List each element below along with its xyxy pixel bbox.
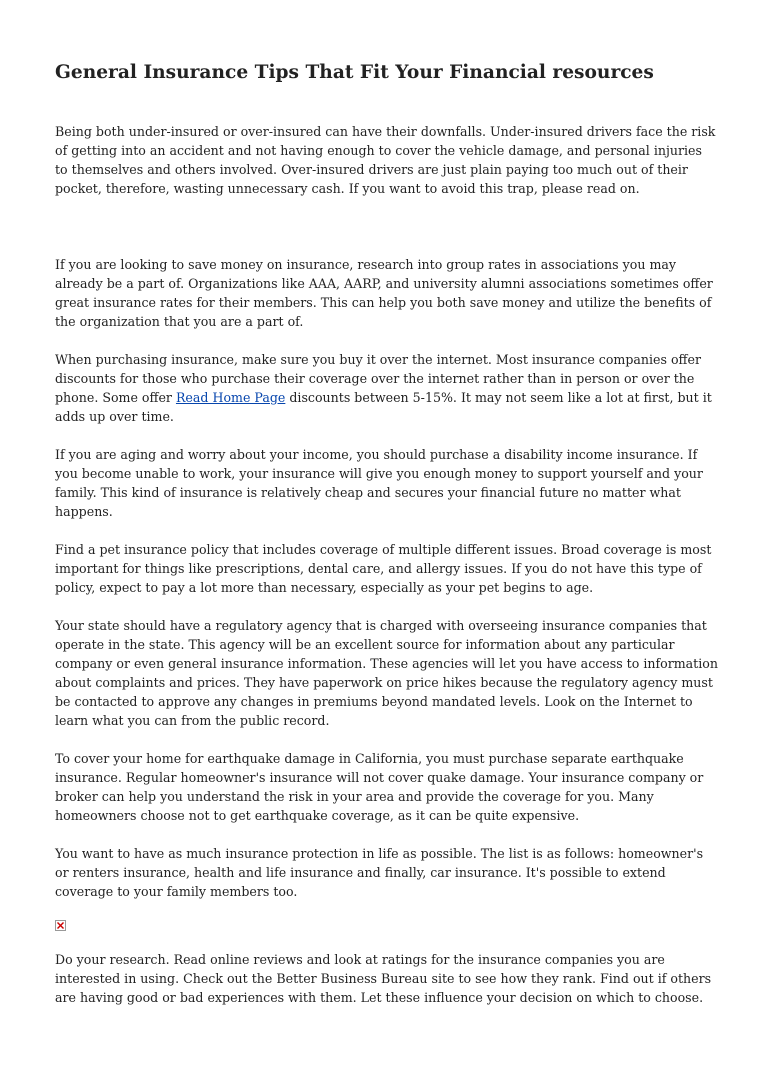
paragraph-research: Do your research. Read online reviews and look at ratings for the insurance companies you are interested in using. Check out the Better Business Bureau site to see how they rank. Find out if others are having good or bad experiences with them. Let these influence your decision on which to choose.: [55, 952, 712, 1005]
paragraph-pet-insurance: Find a pet insurance policy that includes coverage of multiple different issues. Broad coverage is most important for things like prescriptions, dental care, and allergy issues. If you do not have this type of policy, expect to pay a lot more than necessary, especially as your pet begins to age.: [55, 542, 712, 595]
paragraph-buy-online: [55, 350, 718, 426]
paragraph-disability: If you are aging and worry about your income, you should purchase a disability income insurance. If you become unable to work, your insurance will give you enough money to support yourself and your family. This kind of insurance is relatively cheap and secures your financial future no matter what happens.: [55, 447, 703, 519]
paragraph-earthquake: To cover your home for earthquake damage in California, you must purchase separate earthquake insurance. Regular homeowner's insurance will not cover quake damage. Your insurance company or broker can help you understand the risk in your area and provide the coverage for you. Many homeowners choose not to get earthquake coverage, as it can be quite expensive.: [55, 751, 704, 823]
paragraph-buy-online-text-start: When purchasing insurance, make sure you buy it over the internet. Most insurance companies offer discounts for those who purchase their coverage over the internet rather than in person or over the phone. Some offer: [55, 352, 701, 405]
paragraph-buy-online-text-end: discounts between 5-15%. It may not seem like a lot at first, but it adds up over time.: [55, 390, 712, 424]
paragraph-group-rates: If you are looking to save money on insurance, research into group rates in associations you may already be a part of. Organizations like AAA, AARP, and university alumni associations sometimes offer great insurance rates for their members. This can help you both save money and utilize the benefits of the organization that you are a part of.: [55, 257, 713, 329]
paragraph-regulatory-agency: Your state should have a regulatory agency that is charged with overseeing insurance companies that operate in the state. This agency will be an excellent source for information about any particular company or even general insurance information. These agencies will let you have access to information about complaints and prices. They have paperwork on price hikes because the regulatory agency must be contacted to approve any changes in premiums beyond mandated levels. Look on the Internet to learn what you can from the public record.: [55, 618, 718, 728]
article: [55, 60, 718, 1007]
broken-image-x-mark: [57, 922, 64, 929]
read-home-page-link[interactable]: Read Home Page: [175, 390, 286, 405]
paragraph-intro: Being both under-insured or over-insured can have their downfalls. Under-insured drivers face the risk of getting into an accident and not having enough to cover the vehicle damage, and personal injuries to themselves and others involved. Over-insured drivers are just plain paying too much out of their pocket, therefore, wasting unnecessary cash. If you want to avoid this trap, please read on.: [55, 124, 716, 196]
article-title: General Insurance Tips That Fit Your Financial resources: [55, 62, 654, 83]
broken-image-icon: [55, 920, 66, 931]
paragraph-protection: You want to have as much insurance protection in life as possible. The list is as follows: homeowner's or renters insurance, health and life insurance and finally, car insurance. It's possible to extend coverage to your family members too.: [55, 846, 704, 899]
